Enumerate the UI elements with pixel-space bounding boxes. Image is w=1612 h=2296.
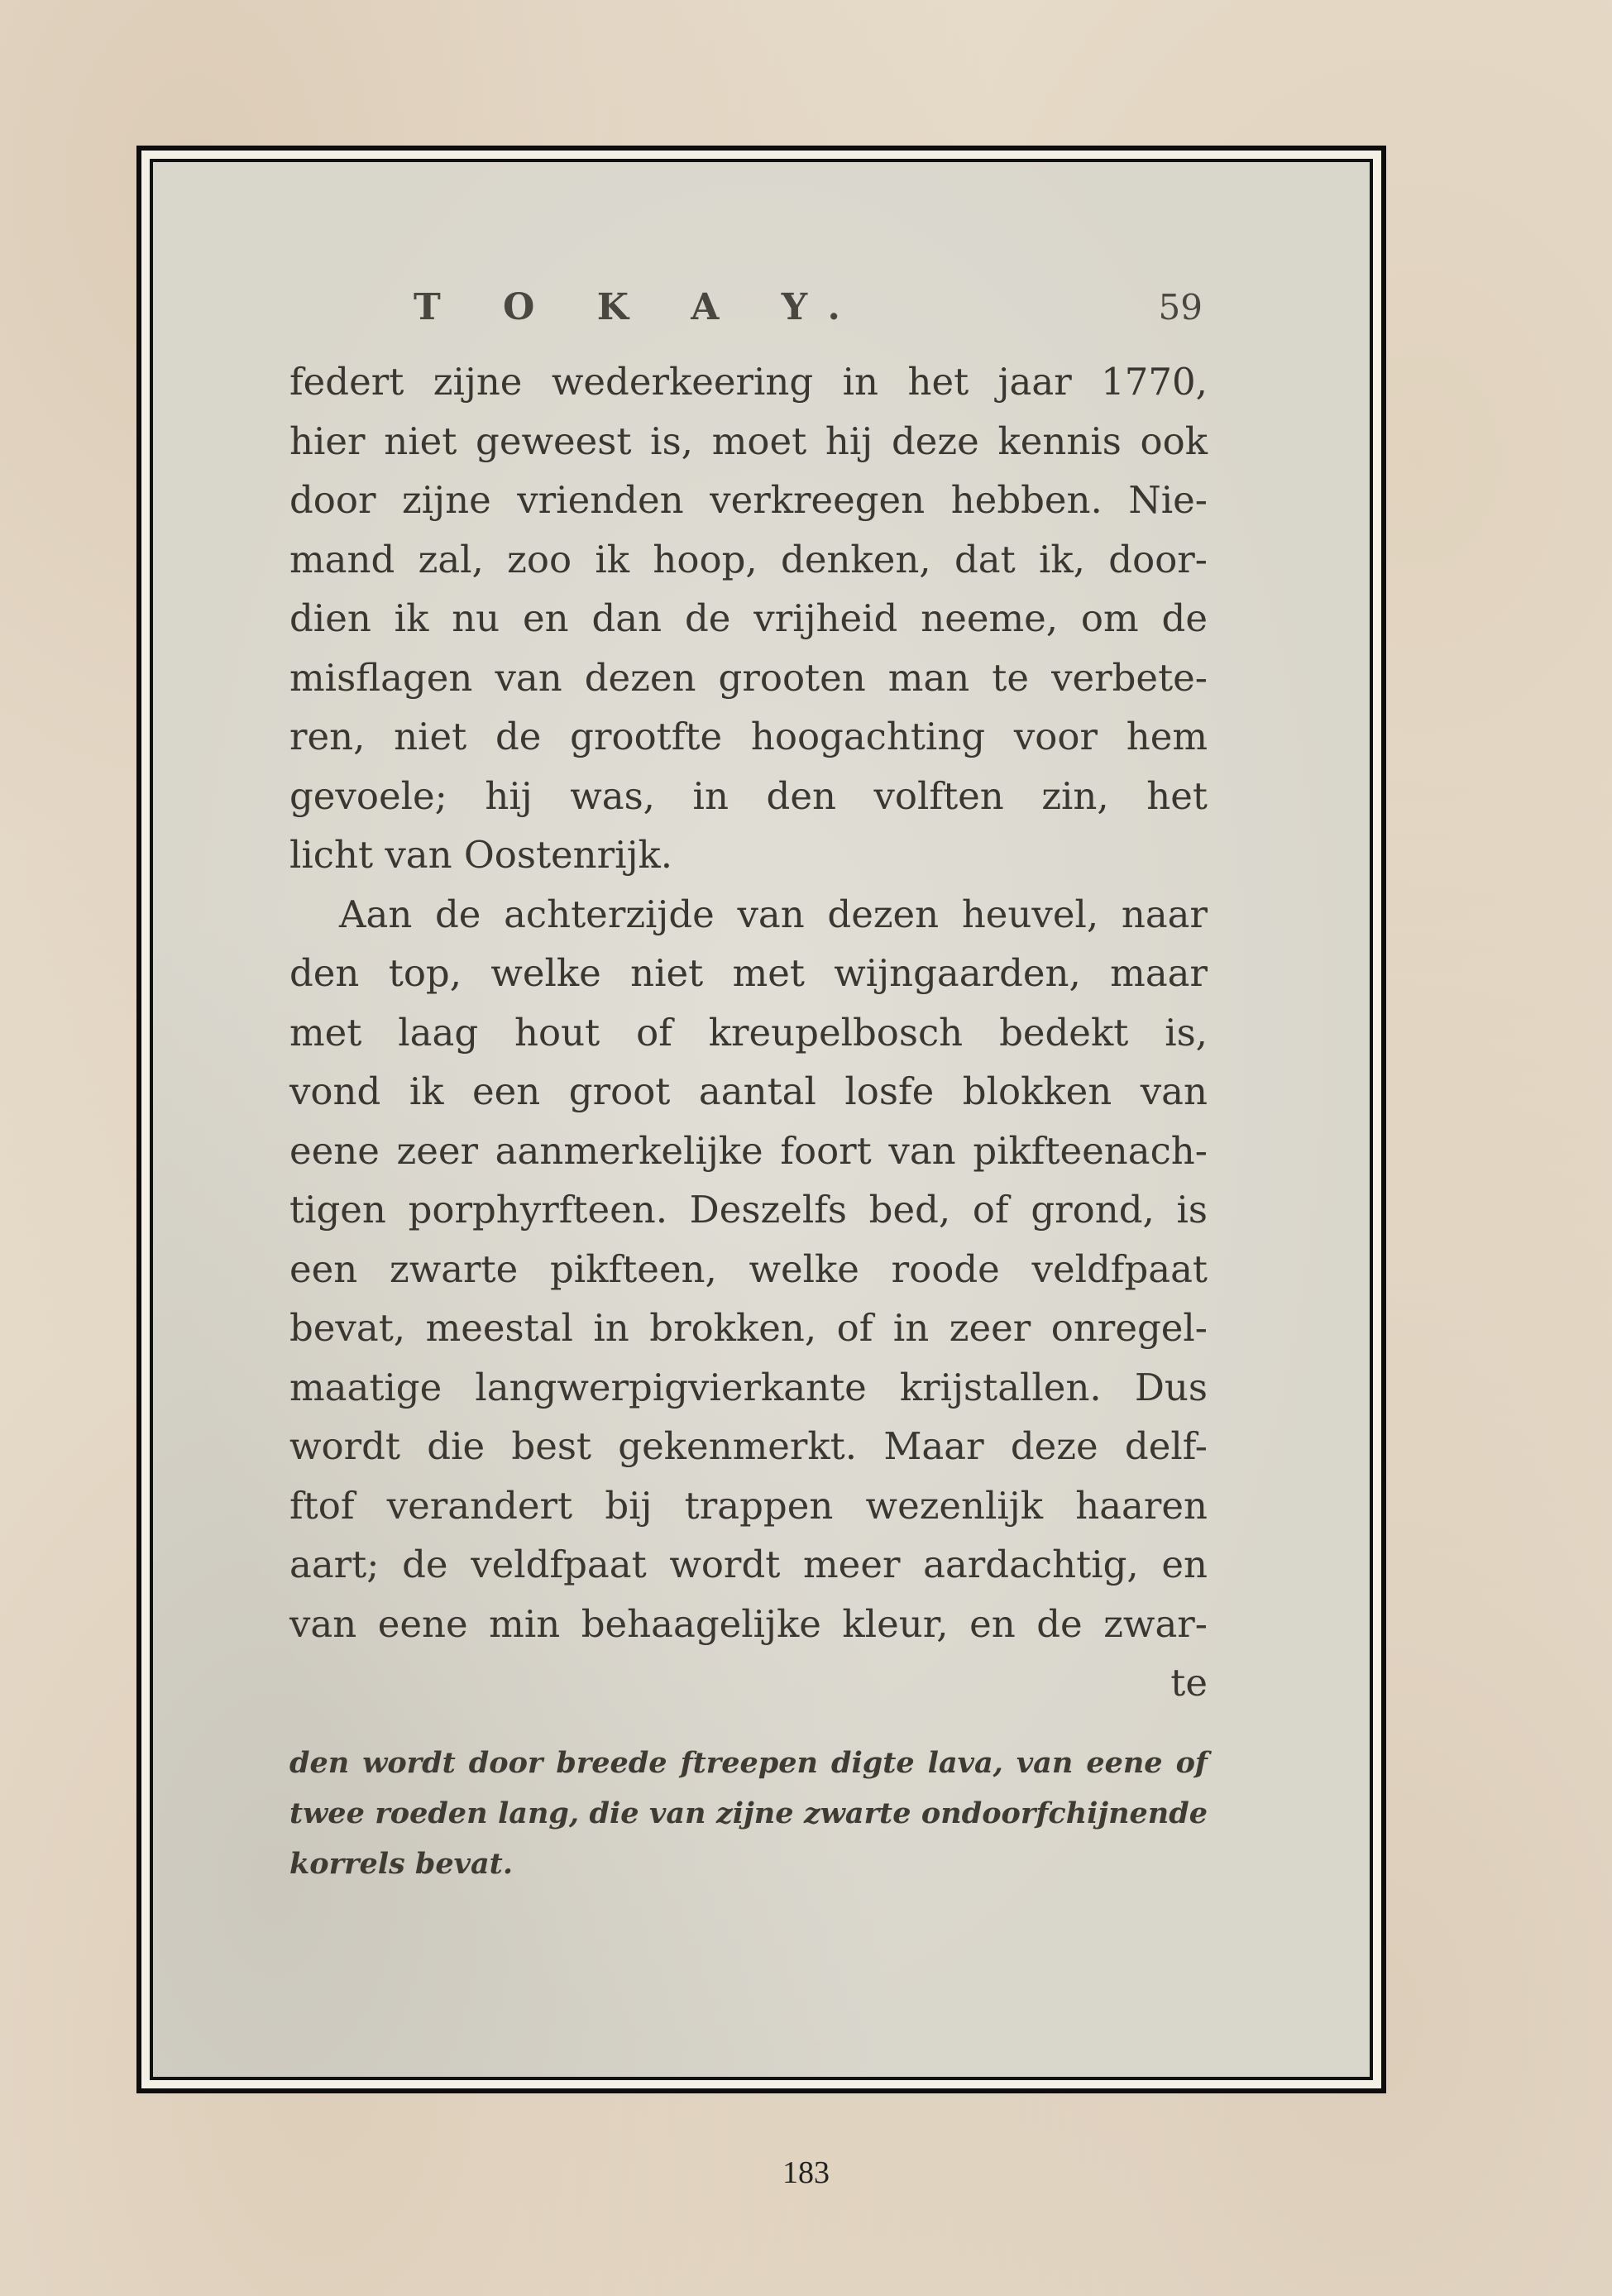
- text-line: gevoele; hij was, in den volften zin, het: [289, 773, 1208, 818]
- text-line: licht van Oostenrijk.: [289, 833, 673, 877]
- text-line: maatige langwerpigvierkante krijstallen. Dus: [289, 1365, 1208, 1409]
- text-line: dien ik nu en dan de vrijheid neeme, om de: [289, 596, 1208, 640]
- text-line: door zijne vrienden verkreegen hebben. Nie-: [289, 478, 1208, 522]
- running-head: [414, 286, 1208, 352]
- text-line: een zwarte pikfteen, welke roode veldfpaat: [289, 1246, 1208, 1291]
- folio-number: 59: [1158, 287, 1203, 328]
- text-line: hier niet geweest is, moet hij deze kennis ook: [289, 419, 1208, 463]
- text-line: tigen porphyrfteen. Deszelfs bed, of grond, is: [289, 1188, 1208, 1232]
- text-line: ren, niet de grootfte hoogachting voor hem: [289, 715, 1208, 758]
- text-line: eene zeer aanmerkelijke foort van pikfteenach-: [289, 1128, 1208, 1173]
- page-scan: [150, 159, 1373, 2080]
- text-line: den top, welke niet met wijngaarden, maar: [289, 951, 1208, 995]
- text-line: bevat, meestal in brokken, of in zeer onregel-: [289, 1306, 1208, 1350]
- body-text: [289, 352, 1208, 1713]
- text-line: vond ik een groot aantal losfe blokken van: [289, 1069, 1208, 1113]
- page-content: [289, 286, 1208, 1889]
- text-line: mand zal, zoo ik hoop, denken, dat ik, door-: [289, 537, 1208, 581]
- scan-frame: [136, 146, 1386, 2093]
- text-line: aart; de veldfpaat wordt meer aardachtig, en: [289, 1543, 1208, 1586]
- text-line: met laag hout of kreupelbosch bedekt is,: [289, 1010, 1208, 1055]
- catchword: te: [1170, 1661, 1208, 1705]
- text-line: federt zijne wederkeering in het jaar 1770,: [289, 360, 1208, 404]
- running-title: T O K A Y.: [414, 286, 865, 328]
- page-number: 183: [782, 2155, 830, 2190]
- footnote-line: twee roeden lang, die van zijne zwarte ondoorfchijnende: [289, 1796, 1208, 1830]
- text-line: van eene min behaagelijke kleur, en de zwar-: [289, 1601, 1208, 1646]
- text-line: Aan de achterzijde van dezen heuvel, naar: [339, 892, 1208, 936]
- text-line: ftof verandert bij trappen wezenlijk haaren: [289, 1483, 1208, 1528]
- text-line: misflagen van dezen grooten man te verbete-: [289, 655, 1208, 700]
- footnote-line: den wordt door breede ftreepen digte lava, van eene of: [289, 1745, 1208, 1780]
- text-line: wordt die best gekenmerkt. Maar deze delf-: [289, 1424, 1208, 1468]
- footnote-line: korrels bevat.: [289, 1846, 514, 1881]
- footnote: [289, 1738, 1208, 1889]
